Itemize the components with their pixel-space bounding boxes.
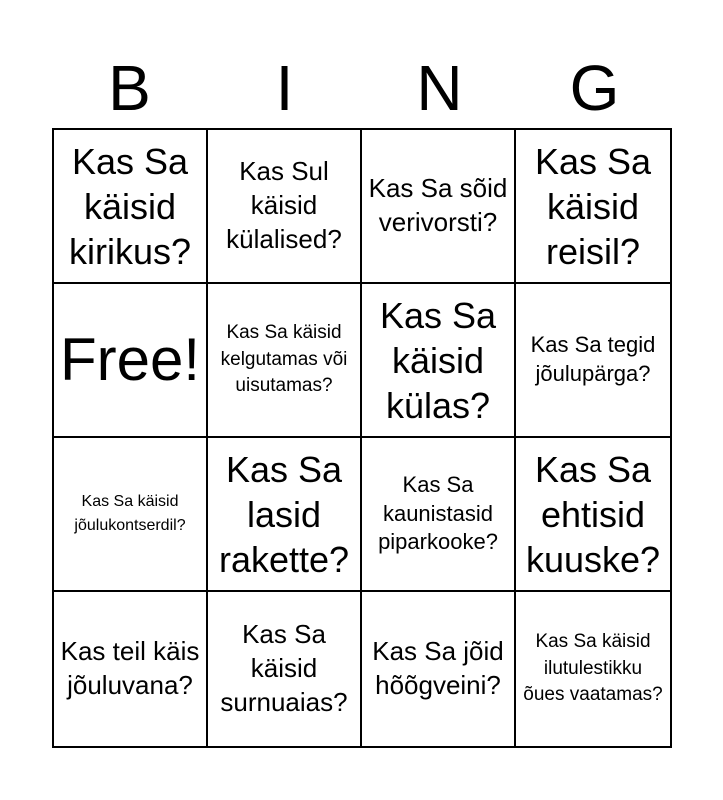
bingo-cell-r3c4[interactable] bbox=[516, 438, 670, 592]
bingo-cell-r3c3[interactable] bbox=[362, 438, 516, 592]
bingo-cell-text: Kas Sa ehtisid kuuske? bbox=[525, 448, 661, 580]
bingo-cell-text: Kas Sa käisid kirikus? bbox=[68, 140, 192, 272]
bingo-cell-text: Kas teil käis jõuluvana? bbox=[60, 636, 200, 700]
bingo-cell-text: Kas Sul käisid külalised? bbox=[226, 156, 342, 254]
bingo-card-grid bbox=[52, 128, 672, 748]
bingo-cell-text: Kas Sa käisid külas? bbox=[379, 294, 497, 426]
header-letter-b: B bbox=[108, 52, 151, 124]
bingo-cell-text: Kas Sa tegid jõulupärga? bbox=[530, 332, 656, 386]
bingo-cell-r1c4[interactable] bbox=[516, 130, 670, 284]
bingo-cell-text: Kas Sa käisid surnuaias? bbox=[220, 619, 348, 717]
bingo-cell-r1c1[interactable] bbox=[54, 130, 208, 284]
header-letter-n: N bbox=[416, 52, 463, 124]
bingo-cell-r2c3[interactable] bbox=[362, 284, 516, 438]
bingo-cell-text: Free! bbox=[59, 326, 201, 393]
bingo-cell-text: Kas Sa lasid rakette? bbox=[218, 448, 350, 580]
bingo-cell-r4c3[interactable] bbox=[362, 592, 516, 746]
bingo-cell-text: Kas Sa kaunistasid piparkooke? bbox=[378, 472, 498, 555]
bingo-cell-r4c1[interactable] bbox=[54, 592, 208, 746]
bingo-cell-r4c2[interactable] bbox=[208, 592, 362, 746]
bingo-cell-r4c4[interactable] bbox=[516, 592, 670, 746]
bingo-cell-r1c2[interactable] bbox=[208, 130, 362, 284]
bingo-cell-r2c4[interactable] bbox=[516, 284, 670, 438]
bingo-cell-r3c1[interactable] bbox=[54, 438, 208, 592]
bingo-cell-r2c2[interactable] bbox=[208, 284, 362, 438]
bingo-cell-r3c2[interactable] bbox=[208, 438, 362, 592]
bingo-header bbox=[52, 48, 672, 128]
bingo-cell-text: Kas Sa käisid reisil? bbox=[534, 140, 652, 272]
bingo-cell-text: Kas Sa jõid hõõgveini? bbox=[372, 636, 504, 700]
bingo-cell-free[interactable] bbox=[54, 284, 208, 438]
header-letter-g: G bbox=[569, 52, 620, 124]
bingo-cell-text: Kas Sa käisid kelgutamas või uisutamas? bbox=[220, 322, 348, 397]
bingo-cell-text: Kas Sa sõid verivorsti? bbox=[368, 173, 508, 237]
bingo-cell-text: Kas Sa käisid ilutulestikku õues vaatamas? bbox=[523, 631, 663, 706]
bingo-cell-r1c3[interactable] bbox=[362, 130, 516, 284]
header-letter-i: I bbox=[275, 52, 294, 124]
bingo-cell-text: Kas Sa käisid jõulukontserdil? bbox=[74, 493, 186, 534]
